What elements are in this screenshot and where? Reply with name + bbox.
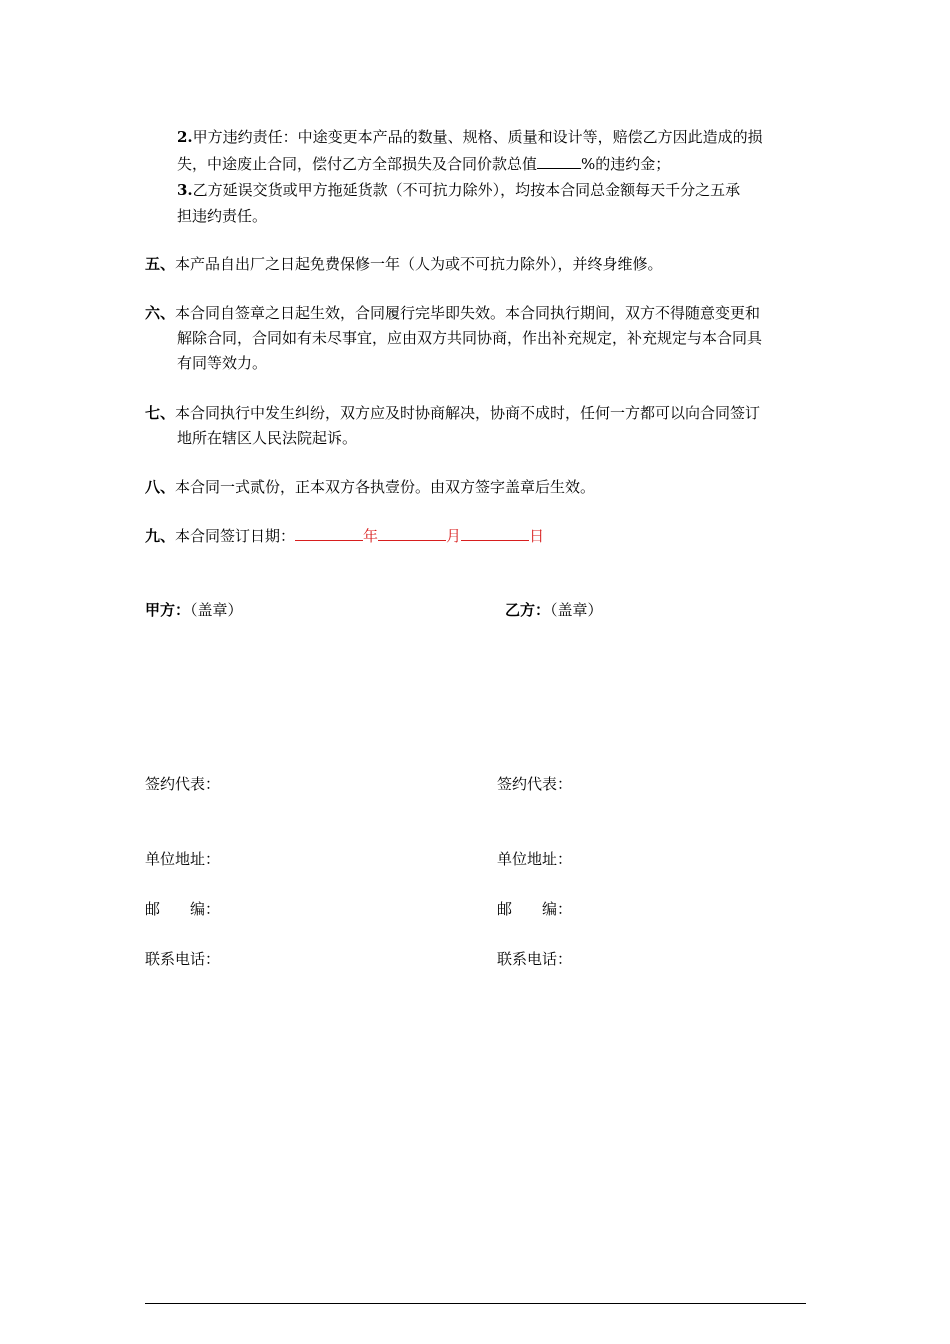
clause-7-line-2: 地所在辖区人民法院起诉。 bbox=[177, 429, 358, 447]
clause-number: 七、 bbox=[145, 404, 176, 422]
date-year-label: 年 bbox=[363, 527, 379, 545]
clause-6-line-2: 解除合同，合同如有未尽事宜，应由双方共同协商，作出补充规定，补充规定与本合同具 bbox=[177, 329, 763, 347]
date-day-label: 日 bbox=[529, 527, 545, 545]
clause-4-item-2-line-1 bbox=[177, 127, 763, 147]
party-b-seal: （盖章） bbox=[550, 601, 603, 619]
clause-text: 本合同执行中发生纠纷，双方应及时协商解决，协商不成时，任何一方都可以向合同签订 bbox=[175, 404, 761, 422]
clause-text: 本合同一式贰份，正本双方各执壹份。由双方签字盖章后生效。 bbox=[175, 478, 596, 496]
clause-9 bbox=[145, 526, 544, 546]
date-day-blank[interactable] bbox=[461, 526, 529, 541]
clause-6-line-3: 有同等效力。 bbox=[177, 354, 268, 372]
item-text: 乙方延误交货或甲方拖延货款（不可抗力除外），均按本合同总金额每天千分之五承 bbox=[192, 181, 741, 199]
item-text: 甲方违约责任：中途变更本产品的数量、规格、质量和设计等，赔偿乙方因此造成的损 bbox=[192, 128, 763, 146]
penalty-percent-blank[interactable] bbox=[537, 154, 581, 169]
party-b-label: 乙方： bbox=[505, 601, 551, 619]
clause-text: 本合同自签章之日起生效，合同履行完毕即失效。本合同执行期间，双方不得随意变更和 bbox=[175, 304, 761, 322]
party-b-header bbox=[505, 600, 603, 620]
clause-8 bbox=[145, 477, 595, 497]
clause-text: 本合同签订日期： bbox=[175, 527, 296, 545]
clause-number: 五、 bbox=[145, 255, 176, 273]
clause-4-item-3-line-2: 担违约责任。 bbox=[177, 207, 268, 225]
date-year-blank[interactable] bbox=[295, 526, 363, 541]
party-b-postcode-field: 邮 编： bbox=[497, 900, 573, 918]
item-number: 2. bbox=[177, 128, 193, 146]
clause-number: 六、 bbox=[145, 304, 176, 322]
item-number: 3. bbox=[177, 181, 193, 199]
clause-number: 九、 bbox=[145, 527, 176, 545]
party-a-address-field: 单位地址： bbox=[145, 850, 221, 868]
date-month-label: 月 bbox=[446, 527, 462, 545]
clause-7-line-1 bbox=[145, 403, 760, 423]
item-text: %的违约金； bbox=[581, 155, 671, 173]
footer-divider bbox=[145, 1303, 806, 1304]
party-b-rep-field: 签约代表： bbox=[497, 775, 573, 793]
clause-6-line-1 bbox=[145, 303, 760, 323]
clause-4-item-3-line-1 bbox=[177, 180, 740, 200]
party-a-phone-field: 联系电话： bbox=[145, 950, 221, 968]
item-text: 失，中途废止合同，偿付乙方全部损失及合同价款总值 bbox=[177, 155, 538, 173]
party-a-rep-field: 签约代表： bbox=[145, 775, 221, 793]
party-a-header bbox=[145, 600, 243, 620]
party-a-postcode-field: 邮 编： bbox=[145, 900, 221, 918]
party-a-seal: （盖章） bbox=[190, 601, 243, 619]
clause-number: 八、 bbox=[145, 478, 176, 496]
clause-text: 本产品自出厂之日起免费保修一年（人为或不可抗力除外），并终身维修。 bbox=[175, 255, 663, 273]
party-a-label: 甲方： bbox=[145, 601, 191, 619]
clause-5 bbox=[145, 254, 663, 274]
party-b-address-field: 单位地址： bbox=[497, 850, 573, 868]
party-b-phone-field: 联系电话： bbox=[497, 950, 573, 968]
clause-4-item-2-line-2 bbox=[177, 154, 670, 174]
date-month-blank[interactable] bbox=[378, 526, 446, 541]
